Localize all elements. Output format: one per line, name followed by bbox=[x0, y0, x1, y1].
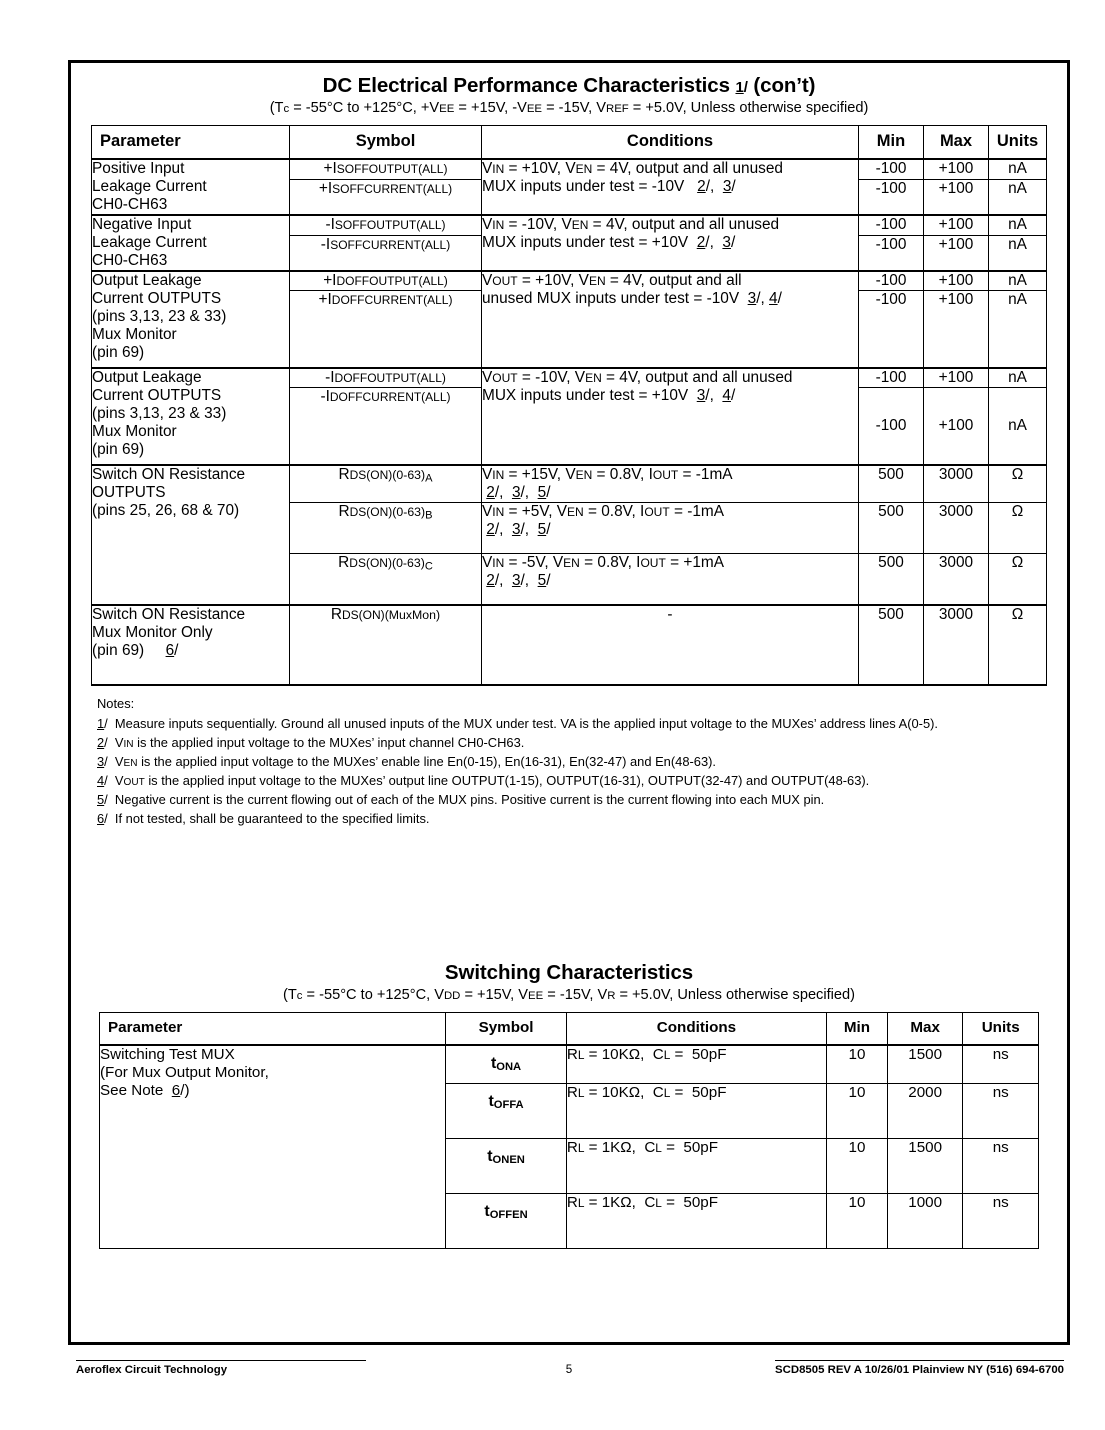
cell-symbol: -IDOFFOUTPUT(ALL) bbox=[290, 368, 482, 388]
table-row bbox=[92, 605, 1047, 685]
cell-conditions: VIN = +5V, VEN = 0.8V, IOUT = -1mA 2/, 3/, 5/ bbox=[482, 503, 859, 554]
cell-max: +100 bbox=[924, 291, 989, 369]
cell-max: +100 bbox=[924, 180, 989, 216]
col-parameter: Parameter bbox=[100, 1013, 446, 1045]
col-units: Units bbox=[989, 126, 1047, 160]
cell-min: 500 bbox=[859, 554, 924, 606]
cell-conditions: RL = 1KΩ, CL = 50pF bbox=[566, 1194, 826, 1249]
cell-parameter: Switching Test MUX (For Mux Output Monitor, See Note 6/) bbox=[100, 1045, 446, 1249]
cell-parameter: Positive Input Leakage Current CH0-CH63 bbox=[92, 159, 290, 215]
cell-max: +100 bbox=[924, 236, 989, 272]
note-index: 4 bbox=[97, 773, 105, 789]
table-row bbox=[92, 159, 1047, 180]
switching-subtitle-text: (Tc = -55°C to +125°C, VDD = +15V, VEE = -15V, VR = +5.0V, Unless otherwise specified) bbox=[283, 987, 855, 1004]
cell-symbol: $t_{ONA}$ bbox=[446, 1045, 567, 1084]
cell-units: Ω bbox=[989, 503, 1047, 554]
cell-conditions: - bbox=[482, 605, 859, 685]
footer-company: Aeroflex Circuit Technology bbox=[76, 1360, 366, 1376]
cell-symbol: $RDS(ON)(0-63)_C$ bbox=[290, 554, 482, 606]
cell-conditions: VIN = +10V, VEN = 4V, output and all unused MUX inputs under test = -10V 2/, 3/ bbox=[482, 159, 859, 215]
dc-characteristics-subtitle bbox=[71, 100, 1067, 116]
cell-units: nA bbox=[989, 368, 1047, 388]
dc-heading-note-slash: / bbox=[743, 79, 748, 96]
table-row bbox=[92, 465, 1047, 503]
cell-symbol: +IDOFFCURRENT(ALL) bbox=[290, 291, 482, 369]
note-item: 3/ VEN is the applied input voltage to the MUXes’ enable line En(0-15), En(16-31), En(32-47) and En(48-63). bbox=[97, 754, 716, 770]
cell-min: -100 bbox=[859, 388, 924, 466]
cell-conditions: RL = 10KΩ, CL = 50pF bbox=[566, 1084, 826, 1139]
note-index: 5 bbox=[97, 792, 105, 808]
cell-parameter: Switch ON Resistance OUTPUTS (pins 25, 26, 68 & 70) bbox=[92, 465, 290, 605]
cell-symbol: $t_{ONEN}$ bbox=[446, 1139, 567, 1194]
col-conditions: Conditions bbox=[566, 1013, 826, 1045]
cell-conditions: VIN = -5V, VEN = 0.8V, IOUT = +1mA 2/, 3/, 5/ bbox=[482, 554, 859, 606]
cell-min: -100 bbox=[859, 236, 924, 272]
notes-heading: Notes: bbox=[97, 696, 135, 712]
vertical-spacer bbox=[71, 829, 1067, 961]
table-row bbox=[100, 1045, 1039, 1084]
switching-characteristics-table bbox=[99, 1012, 1039, 1249]
note-index: 2 bbox=[97, 735, 105, 751]
cell-symbol: +ISOFFOUTPUT(ALL) bbox=[290, 159, 482, 180]
switching-characteristics-heading: Switching Characteristics bbox=[444, 961, 694, 985]
cell-symbol: -ISOFFCURRENT(ALL) bbox=[290, 236, 482, 272]
table-header-row bbox=[100, 1013, 1039, 1045]
cell-max: 3000 bbox=[924, 605, 989, 685]
col-conditions: Conditions bbox=[482, 126, 859, 160]
table-row bbox=[92, 215, 1047, 236]
cell-max: 1000 bbox=[887, 1194, 963, 1249]
cell-min: 500 bbox=[859, 503, 924, 554]
cell-conditions: VIN = +15V, VEN = 0.8V, IOUT = -1mA 2/, 3/, 5/ bbox=[482, 465, 859, 503]
cell-parameter: Negative Input Leakage Current CH0-CH63 bbox=[92, 215, 290, 271]
cell-max: +100 bbox=[924, 271, 989, 291]
cell-symbol: -ISOFFOUTPUT(ALL) bbox=[290, 215, 482, 236]
cell-max: 1500 bbox=[887, 1139, 963, 1194]
col-min: Min bbox=[859, 126, 924, 160]
table-row bbox=[92, 271, 1047, 291]
table-header-row bbox=[92, 126, 1047, 160]
note-index: 3 bbox=[97, 754, 105, 770]
cell-symbol: $RDS(ON)(0-63)_B$ bbox=[290, 503, 482, 554]
cell-units: ns bbox=[963, 1194, 1039, 1249]
cell-max: 3000 bbox=[924, 503, 989, 554]
cell-max: +100 bbox=[924, 388, 989, 466]
symbol-subscript: OFFA bbox=[493, 1099, 524, 1112]
dc-heading-text: DC Electrical Performance Characteristics bbox=[322, 74, 730, 97]
cell-units: nA bbox=[989, 291, 1047, 369]
cell-symbol: RDS(ON)(MuxMon) bbox=[290, 605, 482, 685]
col-units: Units bbox=[963, 1013, 1039, 1045]
note-index: 1 bbox=[97, 716, 105, 732]
cell-parameter: Switch ON Resistance Mux Monitor Only (pin 69) 6/ bbox=[92, 605, 290, 685]
cell-max: 2000 bbox=[887, 1084, 963, 1139]
dc-heading-note-ref: 1 bbox=[735, 79, 744, 96]
symbol-subscript: ONEN bbox=[492, 1154, 525, 1167]
cell-min: -100 bbox=[859, 291, 924, 369]
col-symbol: Symbol bbox=[446, 1013, 567, 1045]
cell-min: -100 bbox=[859, 215, 924, 236]
col-max: Max bbox=[924, 126, 989, 160]
note-item: 6/ If not tested, shall be guaranteed to the specified limits. bbox=[97, 811, 430, 827]
cell-units: nA bbox=[989, 236, 1047, 272]
col-symbol: Symbol bbox=[290, 126, 482, 160]
cell-min: -100 bbox=[859, 271, 924, 291]
cell-units: Ω bbox=[989, 605, 1047, 685]
cell-conditions: VOUT = -10V, VEN = 4V, output and all unused MUX inputs under test = +10V 3/, 4/ bbox=[482, 368, 859, 465]
cell-min: 10 bbox=[827, 1194, 888, 1249]
dc-heading-cont: (con’t) bbox=[753, 74, 816, 97]
cell-min: -100 bbox=[859, 159, 924, 180]
footer-document-id: SCD8505 REV A 10/26/01 Plainview NY (516) 694-6700 bbox=[775, 1360, 1064, 1376]
cell-min: -100 bbox=[859, 180, 924, 216]
cell-units: ns bbox=[963, 1139, 1039, 1194]
cell-max: 3000 bbox=[924, 554, 989, 606]
cell-symbol: $t_{OFFEN}$ bbox=[446, 1194, 567, 1249]
symbol-subscript: ONA bbox=[496, 1061, 522, 1074]
cell-conditions: VOUT = +10V, VEN = 4V, output and all unused MUX inputs under test = -10V 3/, 4/ bbox=[482, 271, 859, 368]
cell-symbol: $RDS(ON)(0-63)_A$ bbox=[290, 465, 482, 503]
cell-parameter: Output Leakage Current OUTPUTS (pins 3,13, 23 & 33) Mux Monitor (pin 69) bbox=[92, 368, 290, 465]
note-item: 2/ VIN is the applied input voltage to the MUXes’ input channel CH0-CH63. bbox=[97, 735, 525, 751]
cell-min: 500 bbox=[859, 605, 924, 685]
page-border bbox=[68, 60, 1070, 1345]
cell-units: Ω bbox=[989, 465, 1047, 503]
cell-max: +100 bbox=[924, 215, 989, 236]
dc-subtitle-text: (Tc = -55°C to +125°C, +VEE = +15V, -VEE = -15V, VREF = +5.0V, Unless otherwise specified) bbox=[269, 100, 869, 116]
cell-units: nA bbox=[989, 215, 1047, 236]
col-max: Max bbox=[887, 1013, 963, 1045]
note-item: 5/ Negative current is the current flowing out of each of the MUX pins. Positive current is the current flowing into each MUX pin. bbox=[97, 792, 825, 808]
cell-symbol: $t_{OFFA}$ bbox=[446, 1084, 567, 1139]
col-min: Min bbox=[827, 1013, 888, 1045]
cell-units: nA bbox=[989, 159, 1047, 180]
cell-min: 10 bbox=[827, 1084, 888, 1139]
page-content bbox=[71, 63, 1067, 1342]
note-item: 1/ Measure inputs sequentially. Ground all unused inputs of the MUX under test. VA is the applied input voltage to the MUXes’ address lines A(0-5). bbox=[97, 716, 938, 732]
cell-units: nA bbox=[989, 271, 1047, 291]
symbol-subscript: OFFEN bbox=[489, 1209, 528, 1222]
note-index: 6 bbox=[97, 811, 105, 827]
cell-units: Ω bbox=[989, 554, 1047, 606]
cell-conditions: VIN = -10V, VEN = 4V, output and all unused MUX inputs under test = +10V 2/, 3/ bbox=[482, 215, 859, 271]
cell-min: 500 bbox=[859, 465, 924, 503]
cell-min: 10 bbox=[827, 1045, 888, 1084]
cell-symbol: -IDOFFCURRENT(ALL) bbox=[290, 388, 482, 466]
cell-max: 1500 bbox=[887, 1045, 963, 1084]
cell-min: 10 bbox=[827, 1139, 888, 1194]
cell-units: nA bbox=[989, 388, 1047, 466]
notes-block bbox=[71, 695, 1067, 829]
cell-min: -100 bbox=[859, 368, 924, 388]
note-item: 4/ VOUT is the applied input voltage to the MUXes’ output line OUTPUT(1-15), OUTPUT(16-31), OUTPUT(32-47) and OUTPUT(48-63). bbox=[97, 773, 870, 789]
cell-units: ns bbox=[963, 1045, 1039, 1084]
cell-max: 3000 bbox=[924, 465, 989, 503]
cell-units: nA bbox=[989, 180, 1047, 216]
cell-units: ns bbox=[963, 1084, 1039, 1139]
footer-page-number: 5 bbox=[565, 1363, 573, 1376]
dc-characteristics-heading bbox=[71, 63, 1067, 98]
col-parameter: Parameter bbox=[92, 126, 290, 160]
cell-conditions: RL = 1KΩ, CL = 50pF bbox=[566, 1139, 826, 1194]
switching-characteristics-subtitle bbox=[71, 987, 1067, 1003]
cell-conditions: RL = 10KΩ, CL = 50pF bbox=[566, 1045, 826, 1084]
dc-characteristics-table bbox=[91, 125, 1047, 686]
cell-symbol: +ISOFFCURRENT(ALL) bbox=[290, 180, 482, 216]
cell-max: +100 bbox=[924, 159, 989, 180]
cell-symbol: +IDOFFOUTPUT(ALL) bbox=[290, 271, 482, 291]
table-row bbox=[92, 368, 1047, 388]
cell-parameter: Output Leakage Current OUTPUTS (pins 3,13, 23 & 33) Mux Monitor (pin 69) bbox=[92, 271, 290, 368]
cell-max: +100 bbox=[924, 368, 989, 388]
